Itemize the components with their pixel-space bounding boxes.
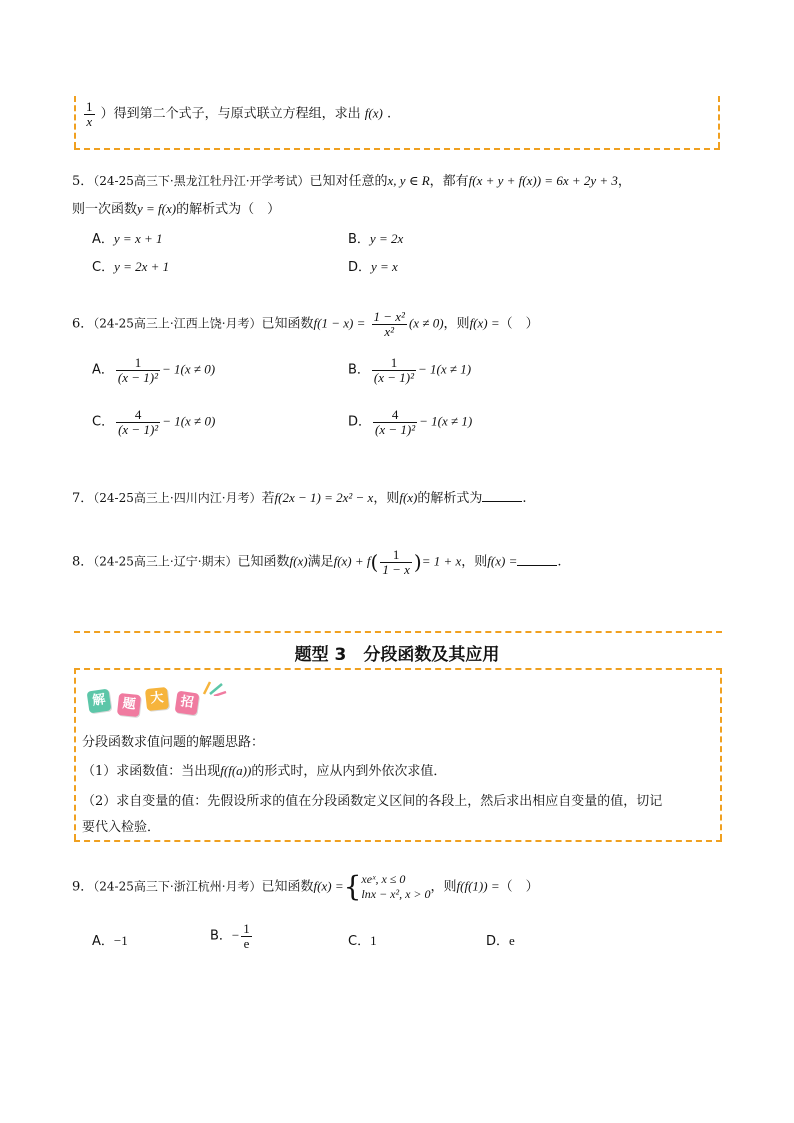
q5-option-c[interactable]: C．y = 2x + 1 [92, 259, 170, 275]
question-6: 6．（24-25高三上·江西上饶·月考）已知函数f(1 − x) = $\frac{\text{1 − x²}}{\text{x²}}$ (x ≠ 0)，则f(x) =（ ） [72, 309, 539, 339]
q8-answer-blank[interactable] [517, 554, 557, 566]
tips-intro: 分段函数求值问题的解题思路： [82, 735, 265, 750]
q6-b-fraction: $\frac{1}{\text{(x − 1)²}}$ [373, 355, 415, 385]
q9-option-c[interactable]: C．1 [348, 933, 377, 949]
tips-badge [84, 674, 234, 722]
q6-a-fraction: $\frac{1}{\text{(x − 1)²}}$ [117, 355, 159, 385]
top-box-bottom-border [74, 148, 720, 150]
badge-char-4: 招 [175, 691, 200, 716]
tips-item-2-line1: （2）求自变量的值：先假设所求的值在分段函数定义区间的各段上，然后求出相应自变量的值，切记 [82, 794, 663, 809]
q6-c-fraction: $\frac{4}{\text{(x − 1)²}}$ [118, 407, 159, 437]
tips-box-left-border [74, 668, 76, 840]
q6-option-c[interactable]: C． $\frac{4}{\text{(x − 1)²}}$ − 1(x ≠ 0) [92, 407, 216, 437]
tips-item-2-line2: 要代入检验． [82, 820, 161, 835]
top-box-text: $\frac{1}{x}$ ）得到第二个式子，与原式联立方程组，求出 f(x) . [86, 99, 392, 129]
q6-option-d[interactable]: D． $\frac{4}{\text{(x − 1)²}}$ − 1(x ≠ 1) [348, 407, 473, 437]
tips-box-top-border [74, 668, 722, 670]
top-box-left-border [74, 96, 76, 148]
tips-box-bottom-border [74, 840, 722, 842]
question-7: 7．（24-25高三上·四川内江·月考）若f(2x − 1) = 2x² − x，则f(x)的解析式为 . [72, 490, 527, 506]
badge-char-2: 题 [117, 693, 141, 717]
top-box-fraction: $\frac{1}{x}$ [86, 99, 93, 129]
q6-option-b[interactable]: B． $\frac{1}{\text{(x − 1)²}}$ − 1(x ≠ 1) [348, 355, 472, 385]
q9-option-d[interactable]: D．e [486, 933, 515, 949]
q6-d-fraction: $\frac{4}{\text{(x − 1)²}}$ [375, 407, 416, 437]
q5-option-a[interactable]: A．y = x + 1 [92, 231, 163, 247]
q9-brace: { [343, 870, 362, 903]
badge-char-3: 大 [145, 687, 169, 711]
question-9: 9．（24-25高三下·浙江杭州·月考）已知函数f(x) ={ xeˣ, x ≤ 0 lnx − x², x > 0 ，则f(f(1)) =（ ） [72, 870, 539, 903]
q6-fraction: $\frac{\text{1 − x²}}{\text{x²}}$ [373, 309, 405, 339]
q9-option-b[interactable]: B．− $\frac{1}{e}$ [210, 921, 250, 951]
q6-option-a[interactable]: A． $\frac{1}{\text{(x − 1)²}}$ − 1(x ≠ 0) [92, 355, 216, 385]
section-title: 题型 3 分段函数及其应用 [294, 645, 500, 665]
q9-cases: xeˣ, x ≤ 0 lnx − x², x > 0 [361, 872, 431, 901]
q5-option-b[interactable]: B．y = 2x [348, 231, 404, 247]
question-5: 5．（24-25高三下·黑龙江牡丹江·开学考试）已知对任意的x, y ∈ R，都有f(x + y + f(x)) = 6x + 2y + 3， [72, 173, 631, 189]
tips-item-1: （1）求函数值：当出现f(f(a))的形式时，应从内到外依次求值． [82, 763, 447, 779]
section-top-divider [74, 631, 722, 633]
tips-box-right-border [720, 668, 722, 840]
q5-option-d[interactable]: D．y = x [348, 259, 398, 275]
q7-answer-blank[interactable] [482, 490, 522, 502]
badge-sparkle-icon [200, 674, 230, 696]
q9-b-fraction: $\frac{1}{e}$ [243, 921, 250, 951]
badge-char-1: 解 [87, 689, 112, 714]
q9-option-a[interactable]: A．−1 [92, 933, 128, 949]
question-8: 8．（24-25高三上·辽宁·期末）已知函数f(x)满足f(x) + f( $\frac{1}{1 - x}$ )= 1 + x，则f(x) = . [72, 547, 562, 577]
q8-fraction: $\frac{1}{1 - x}$ [382, 547, 410, 577]
question-5-line2: 则一次函数y = f(x)的解析式为（ ） [72, 201, 281, 217]
top-box-right-border [718, 96, 720, 148]
